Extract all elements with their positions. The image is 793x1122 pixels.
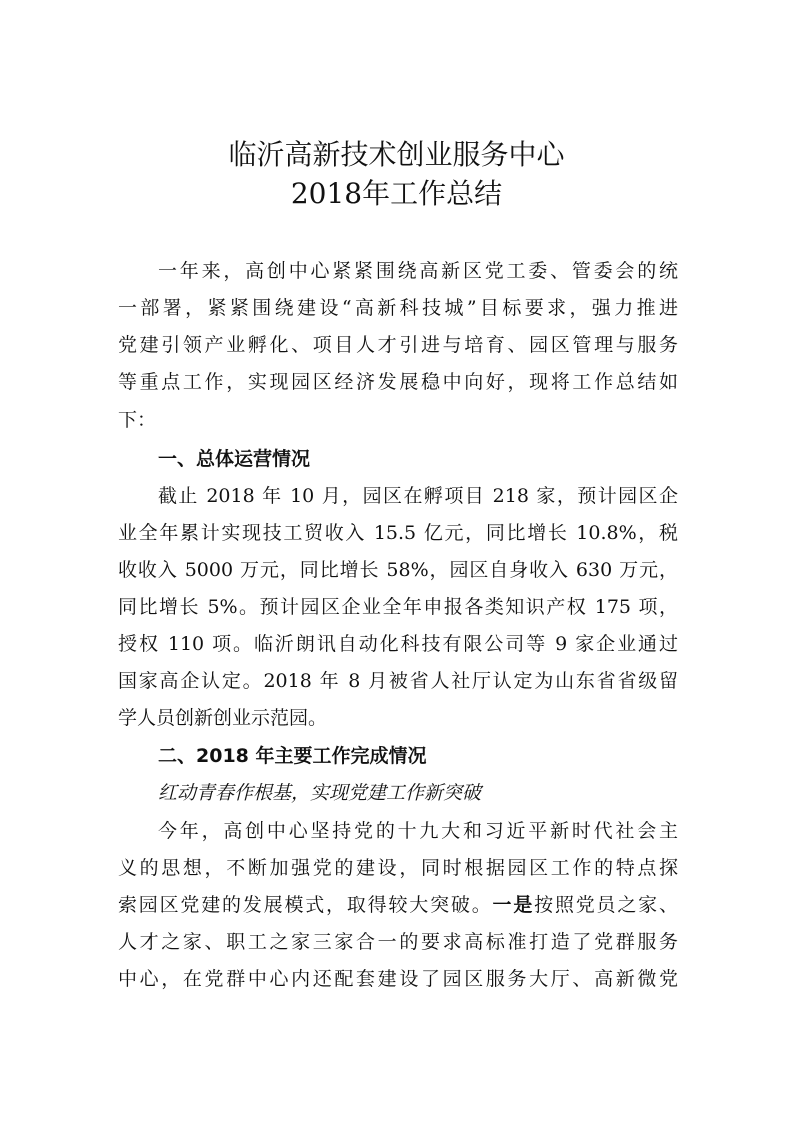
text-line: 党建引领产业孵化、项目人才引进与培育、园区管理与服务 xyxy=(118,334,678,356)
text-line: 一部署，紧紧围绕建设“高新科技城”目标要求，强力推进 xyxy=(118,297,678,319)
text-line: 截止 2018 年 10 月，园区在孵项目 218 家，预计园区企 xyxy=(158,485,678,507)
title-line-1: 临沂高新技术创业服务中心 xyxy=(228,138,565,171)
subsection-heading: 红动青春作根基，实现党建工作新突破 xyxy=(158,782,482,804)
text-span: 索园区党建的发展模式，取得较大突破。 xyxy=(118,894,493,916)
text-line: 义的思想，不断加强党的建设，同时根据园区工作的特点探 xyxy=(118,857,678,879)
text-line: 收收入 5000 万元，同比增长 58%，园区自身收入 630 万元， xyxy=(118,559,678,581)
title-line-2: 2018年工作总结 xyxy=(290,177,503,210)
bold-text: 一是 xyxy=(492,894,535,916)
section-heading-1: 一、总体运营情况 xyxy=(158,448,311,470)
text-line: 人才之家、职工之家三家合一的要求高标准打造了党群服务 xyxy=(118,931,678,953)
text-line: 学人员创新创业示范园。 xyxy=(118,707,328,729)
text-line: 一年来，高创中心紧紧围绕高新区党工委、管委会的统 xyxy=(158,260,678,282)
text-line: 中心，在党群中心内还配套建设了园区服务大厅、高新微党 xyxy=(118,968,678,990)
text-line: 等重点工作，实现园区经济发展稳中向好，现将工作总结如 xyxy=(118,371,678,393)
text-line: 业全年累计实现技工贸收入 15.5 亿元，同比增长 10.8%，税 xyxy=(118,522,678,544)
text-line: 今年，高创中心坚持党的十九大和习近平新时代社会主 xyxy=(158,820,678,842)
text-line: 同比增长 5%。预计园区企业全年申报各类知识产权 175 项， xyxy=(118,596,678,618)
text-line: 下： xyxy=(118,409,157,431)
text-line: 授权 110 项。临沂朗讯自动化科技有限公司等 9 家企业通过 xyxy=(118,633,678,655)
section-heading-2: 二、2018 年主要工作完成情况 xyxy=(158,745,427,767)
text-line: 国家高企认定。2018 年 8 月被省人社厅认定为山东省省级留 xyxy=(118,670,678,692)
text-line xyxy=(118,887,678,924)
text-span: 按照党员之家、 xyxy=(534,894,678,916)
